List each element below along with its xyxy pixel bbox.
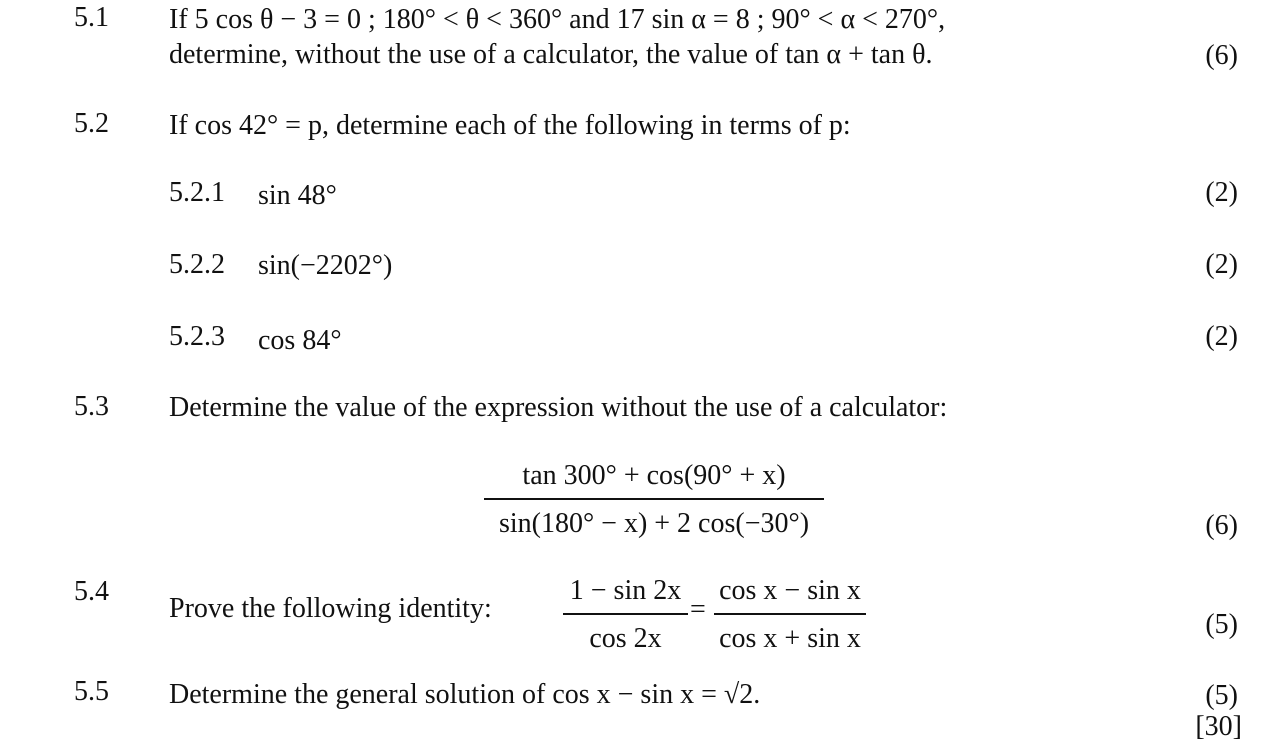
expression-5-3 <box>484 460 824 540</box>
expression-5-2-3: cos 84° <box>258 325 342 356</box>
expression-5-2-1: sin 48° <box>258 180 337 211</box>
rhs-numerator: cos x − sin x <box>719 575 861 606</box>
marks-5-1: (6) <box>1205 40 1238 71</box>
total-marks: [30] <box>1195 711 1242 742</box>
denominator-5-3: sin(180° − x) + 2 cos(−30°) <box>484 498 824 540</box>
numerator-5-3: tan 300° + cos(90° + x) <box>522 460 786 491</box>
lhs-numerator: 1 − sin 2x <box>569 575 682 606</box>
expression-5-2-2: sin(−2202°) <box>258 250 393 281</box>
equals-sign: = <box>690 594 706 625</box>
question-number-5-3: 5.3 <box>74 391 109 422</box>
question-5-3-text: Determine the value of the expression without the use of a calculator: <box>169 392 948 423</box>
marks-5-4: (5) <box>1205 609 1238 640</box>
marks-5-2-2: (2) <box>1205 249 1238 280</box>
question-number-5-2-1: 5.2.1 <box>169 177 225 208</box>
marks-5-2-1: (2) <box>1205 177 1238 208</box>
question-number-5-5: 5.5 <box>74 676 109 707</box>
identity-lhs <box>563 575 688 655</box>
marks-5-5: (5) <box>1205 680 1238 711</box>
question-5-4-text: Prove the following identity: <box>169 593 492 624</box>
marks-5-2-3: (2) <box>1205 321 1238 352</box>
question-number-5-2-2: 5.2.2 <box>169 249 225 280</box>
lhs-denominator: cos 2x <box>563 613 688 655</box>
rhs-denominator: cos x + sin x <box>714 613 866 655</box>
question-number-5-4: 5.4 <box>74 576 109 607</box>
identity-rhs <box>714 575 866 655</box>
question-5-1-line2: determine, without the use of a calculator, the value of tan α + tan θ. <box>169 39 933 70</box>
question-number-5-2: 5.2 <box>74 108 109 139</box>
question-number-5-1: 5.1 <box>74 2 109 33</box>
question-5-2-text: If cos 42° = p, determine each of the following in terms of p: <box>169 110 851 141</box>
question-5-1-line1: If 5 cos θ − 3 = 0 ; 180° < θ < 360° and 17 sin α = 8 ; 90° < α < 270°, <box>169 4 946 35</box>
question-number-5-2-3: 5.2.3 <box>169 321 225 352</box>
marks-5-3: (6) <box>1205 510 1238 541</box>
question-5-5-text: Determine the general solution of cos x − sin x = √2. <box>169 679 761 710</box>
